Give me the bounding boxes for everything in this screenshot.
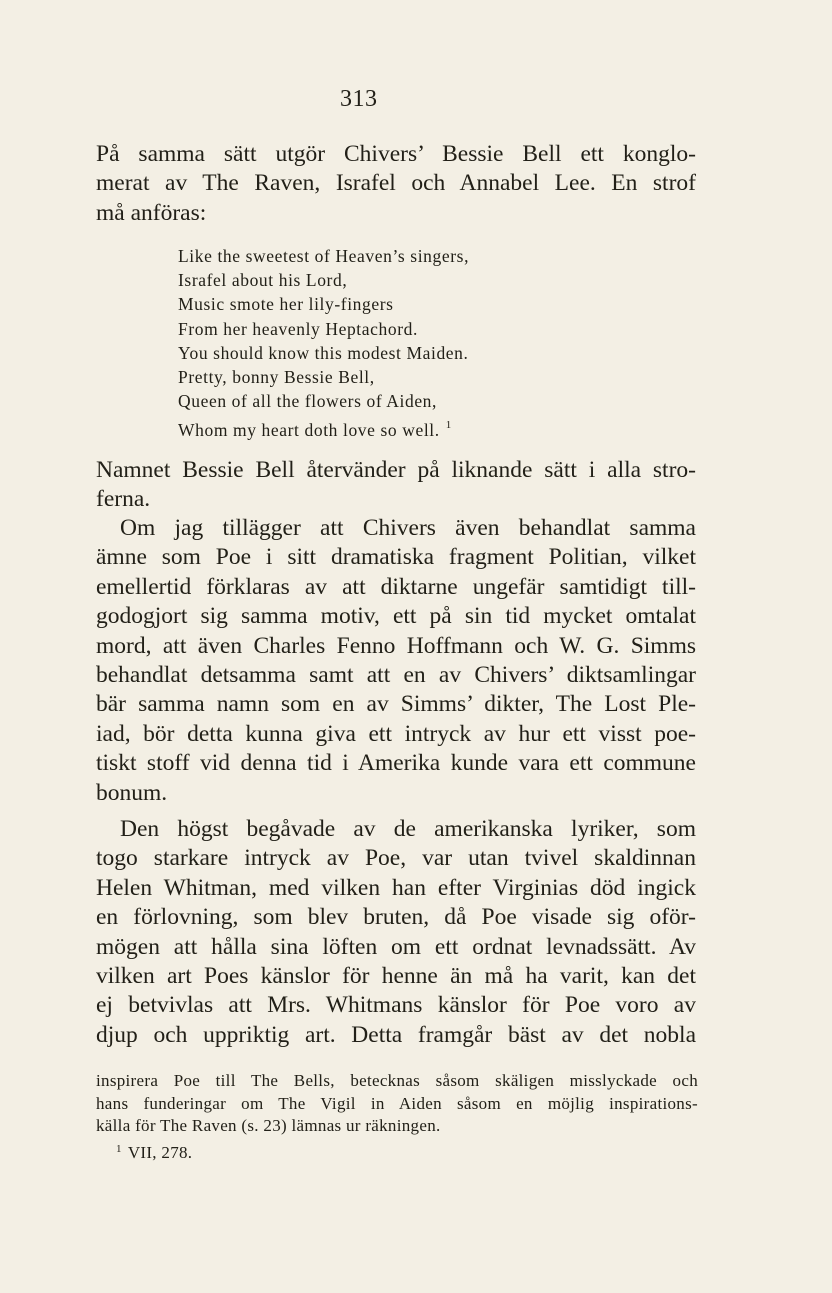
- poem-line: Music smote her lily-fingers: [178, 294, 394, 315]
- text-line: Namnet Bessie Bell återvänder på liknande sätt i alla stro-: [96, 457, 696, 483]
- paragraph-chivers-politian: [96, 514, 696, 808]
- text-line: emellertid förklaras av att diktarne ungefär samtidigt till-: [96, 573, 696, 600]
- text-line: På samma sätt utgör Chivers’ Bessie Bell ett konglo-: [96, 141, 696, 167]
- footnotes: [96, 1070, 698, 1164]
- text-line: vilken art Poes känslor för henne än må ha varit, kan det: [96, 963, 696, 990]
- footnote-marker: 1: [116, 1142, 122, 1155]
- poem-quote: [178, 244, 469, 443]
- text-line: Om jag tillägger att Chivers även behandlat samma: [120, 515, 696, 541]
- poem-line-last: [178, 413, 469, 442]
- poem-line: From her heavenly Heptachord.: [178, 318, 418, 339]
- text-line: ferna.: [96, 486, 151, 513]
- text-line: djup och uppriktig art. Detta framgår bäst av det nobla: [96, 1021, 696, 1048]
- text-line: iad, bör detta kunna giva ett intryck av hur ett visst poe-: [96, 720, 696, 747]
- footnote-1: [96, 1138, 698, 1165]
- text-line: mögen att hålla sina löften om ett ordnat levnadssätt. Av: [96, 933, 696, 960]
- text-line: ämne som Poe i sitt dramatiska fragment Politian, vilket: [96, 544, 696, 571]
- poem-line: You should know this modest Maiden.: [178, 342, 469, 363]
- text-line: Den högst begåvade av de amerikanska lyriker, som: [120, 816, 696, 842]
- poem-line: Israfel about his Lord,: [178, 270, 348, 291]
- text-line: bär samma namn som en av Simms’ dikter, The Lost Ple-: [96, 691, 696, 718]
- footnote-text: VII, 278.: [127, 1142, 193, 1162]
- poem-line: Pretty, bonny Bessie Bell,: [178, 367, 375, 388]
- text-line: Helen Whitman, med vilken han efter Virginias död ingick: [96, 874, 696, 901]
- text-line: bonum.: [96, 779, 168, 806]
- text-line: merat av The Raven, Israfel och Annabel Lee. En strof: [96, 170, 696, 197]
- text-line: godogjort sig samma motiv, ett på sin tid mycket omtalat: [96, 603, 696, 630]
- text-line: behandlat detsamma samt att en av Chivers’ diktsamlingar: [96, 662, 696, 689]
- footnote-line: inspirera Poe till The Bells, betecknas såsom skäligen misslyckade och: [96, 1071, 698, 1090]
- text-line: togo starkare intryck av Poe, var utan tvivel skaldinnan: [96, 845, 696, 872]
- footnote-line: hans funderingar om The Vigil in Aiden såsom en möjlig inspirations-: [96, 1093, 698, 1113]
- paragraph-bessie-bell: [96, 456, 696, 515]
- page-number: 313: [340, 86, 378, 112]
- intro-paragraph: [96, 140, 696, 228]
- poem-line: Like the sweetest of Heaven’s singers,: [178, 246, 470, 266]
- text-line: mord, att även Charles Fenno Hoffmann och W. G. Simms: [96, 632, 696, 659]
- poem-line-text: Whom my heart doth love so well.: [178, 420, 440, 441]
- poem-line: Queen of all the flowers of Aiden,: [178, 391, 438, 412]
- text-line: ej betvivlas att Mrs. Whitmans känslor för Poe voro av: [96, 992, 696, 1019]
- paragraph-helen-whitman: [96, 815, 696, 1050]
- text-line: tiskt stoff vid denna tid i Amerika kunde vara ett commune: [96, 750, 696, 777]
- text-line: en förlovning, som blev bruten, då Poe visade sig oför-: [96, 904, 696, 931]
- footnote-reference: 1: [445, 419, 452, 432]
- text-line: må anföras:: [96, 199, 207, 226]
- footnote-line: källa för The Raven (s. 23) lämnas ur räkningen.: [96, 1116, 441, 1135]
